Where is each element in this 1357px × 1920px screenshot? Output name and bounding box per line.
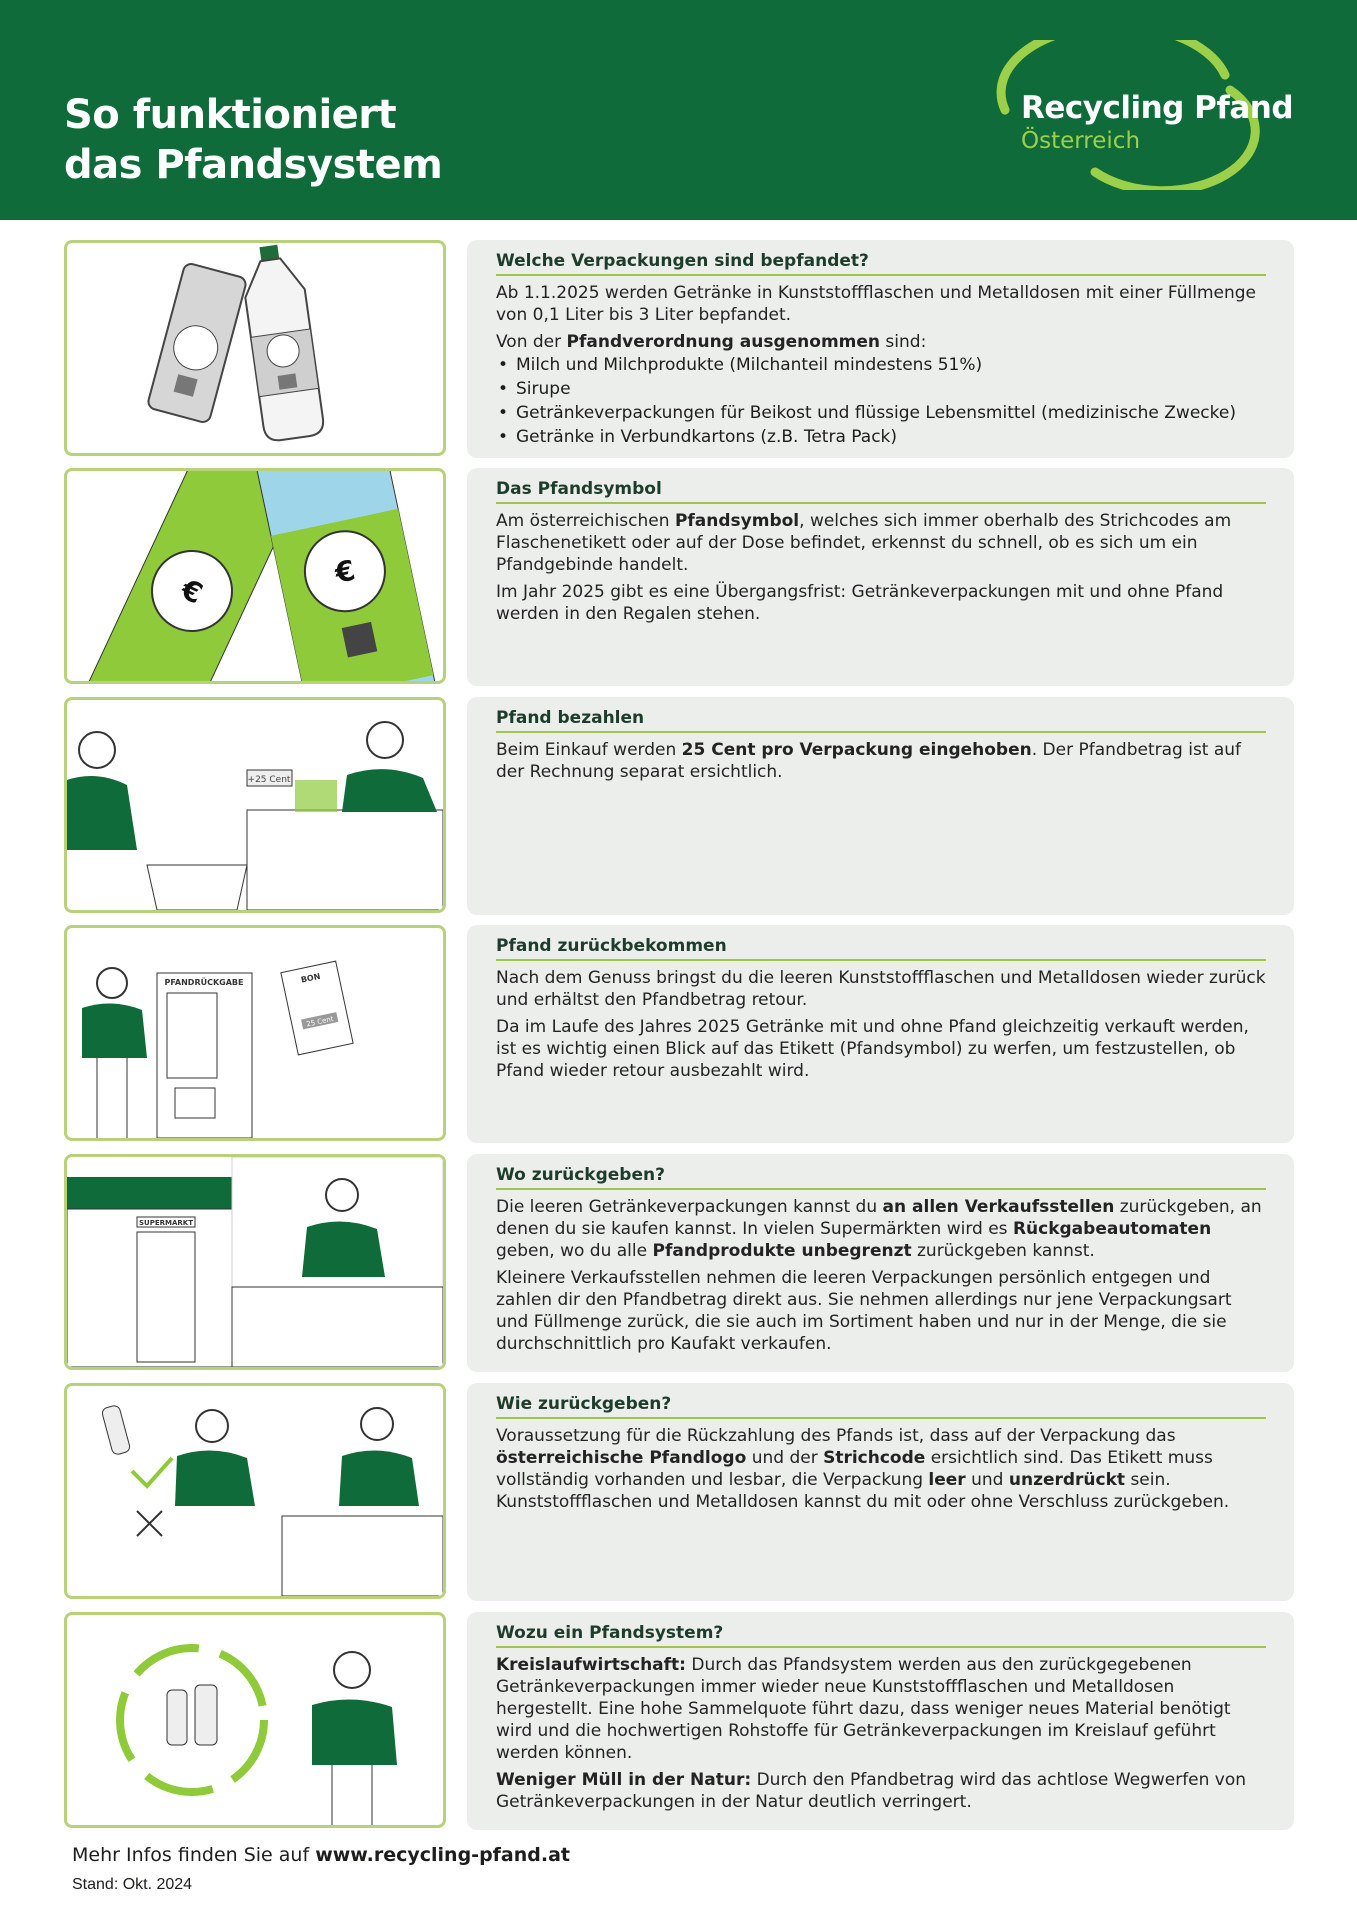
title-line-2: das Pfandsystem [64,142,443,188]
section-how-return [64,1383,1294,1603]
illustration-pfand-symbol-bottles [64,468,446,684]
card-pay-deposit [467,697,1294,915]
text-run: zurückgeben kannst. [911,1241,1095,1261]
illustration-how-return [64,1383,446,1599]
text-run-bold: Kreislaufwirtschaft: [496,1655,686,1675]
card-where-return [467,1154,1294,1372]
paragraph: Im Jahr 2025 gibt es eine Übergangsfrist: Getränkeverpackungen mit und ohne Pfand werden in den Regalen stehen. [496,582,1224,624]
text-run: und der [746,1448,824,1468]
list-item: • Getränkeverpackungen für Beikost und flüssige Lebensmittel (medizinische Zwecke) [496,401,1266,425]
section-pay-deposit [64,697,1294,917]
card-why-deposit [467,1612,1294,1830]
text-run: Die leeren Getränkeverpackungen kannst du [496,1197,883,1217]
paragraph: Ab 1.1.2025 werden Getränke in Kunststoffflaschen und Metalldosen mit einer Füllmenge von 0,1 Liter bis 3 Liter bepfandet. [496,283,1257,325]
list-item: • Getränke in Verbundkartons (z.B. Tetra Pack) [496,425,1266,449]
text-run-bold: Weniger Müll in der Natur: [496,1770,752,1790]
recycling-pfand-logo [985,40,1305,190]
paragraph [496,331,1266,353]
section-where-return [64,1154,1294,1374]
section-title: Das Pfandsymbol [496,478,1266,504]
text-run-bold: österreichische Pfandlogo [496,1448,747,1468]
exceptions-list [496,353,1266,449]
text-run-bold: an allen Verkaufsstellen [882,1197,1115,1217]
text-run-bold: Pfandsymbol [674,511,800,531]
text-run: zurückgeben, an denen du sie kaufen kannst. In vielen Supermärkten wird es [496,1197,1262,1239]
svg-text:€: € [175,572,208,611]
text-run: Beim Einkauf werden [496,740,682,760]
card-get-deposit-back [467,925,1294,1143]
paragraph: Da im Laufe des Jahres 2025 Getränke mit und ohne Pfand gleichzeitig verkauft werden, ist es wichtig einen Blick auf das Etikett (Pfandsymbol) zu werfen, um festzustellen, ob Pfand wieder retour ausbezahlt wird. [496,1017,1249,1081]
logo-text-oesterreich: Österreich [1021,128,1141,154]
illustration-can-and-bottle [64,240,446,456]
text-run: Durch den Pfandbetrag wird das achtlose Wegwerfen von Getränkeverpackungen in der Natur deutlich verringert. [496,1770,1247,1812]
paragraph [496,1196,1266,1262]
illustration-supermarket [64,1154,446,1370]
text-run-bold: Pfandverordnung ausgenommen [566,332,881,352]
shop-sign: SUPERMARKT [138,1219,194,1227]
website-link[interactable]: www.recycling-pfand.at [315,1844,571,1866]
card-how-return [467,1383,1294,1601]
text-run: sind: [880,332,927,352]
text-run: und [965,1470,1009,1490]
header-banner [0,0,1357,220]
svg-text:€: € [332,553,358,590]
text-run: Mehr Infos finden Sie auf [72,1844,316,1866]
title-line-1: So funktioniert [64,92,397,138]
section-title: Pfand zurückbekommen [496,935,1266,961]
price-label: +25 Cent [247,775,291,785]
section-title: Wie zurückgeben? [496,1393,1266,1419]
text-run: geben, wo du alle [496,1241,653,1261]
section-title: Wozu ein Pfandsystem? [496,1622,1266,1648]
text-run: sein. Kunststoffflaschen und Metalldosen kannst du mit oder ohne Verschluss zurückgeben. [496,1470,1230,1512]
text-run: . Der Pfandbetrag ist auf der Rechnung separat ersichtlich. [496,740,1242,782]
text-run-bold: Strichcode [823,1448,926,1468]
footer-stand-date: Stand: Okt. 2024 [72,1876,193,1893]
section-packaging [64,240,1294,460]
paragraph: Kleinere Verkaufsstellen nehmen die leeren Verpackungen persönlich entgegen und zahlen dir den Pfandbetrag direkt aus. Sie nehmen allerdings nur jene Verpackungsart und Füllmenge zurück, die sie auch im Sortiment haben und nur in der Menge, die sie durchschnittlich pro Kaufakt verkaufen. [496,1268,1232,1354]
page-title [64,90,442,190]
machine-label: PFANDRÜCKGABE [164,978,244,987]
list-item: • Sirupe [496,377,1266,401]
text-run-bold: Pfandprodukte unbegrenzt [652,1241,912,1261]
paragraph [496,510,1266,576]
text-run-bold: 25 Cent pro Verpackung eingehoben [681,740,1032,760]
text-run: Am österreichischen [496,511,675,531]
footer-more-info [72,1844,570,1866]
text-run-bold: Rückgabeautomaten [1012,1219,1212,1239]
text-run: ersichtlich sind. Das Etikett muss vollständig vorhanden und lesbar, die Verpackung [496,1448,1213,1490]
section-pfandsymbol [64,468,1294,688]
paragraph [496,739,1266,783]
receipt-label: BON [300,971,322,985]
list-item: • Milch und Milchprodukte (Milchanteil mindestens 51%) [496,353,1266,377]
paragraph [496,1654,1266,1764]
text-run: , welches sich immer oberhalb des Strichcodes am Flaschenetikett oder auf der Dose befindet, erkennst du schnell, ob es sich um ein Pfandgebinde handelt. [496,511,1232,575]
text-run-bold: unzerdrückt [1008,1470,1126,1490]
section-why-deposit [64,1612,1294,1832]
logo-text-recycling-pfand: Recycling Pfand [1021,90,1294,126]
section-get-deposit-back [64,925,1294,1145]
text-run: Von der [496,332,567,352]
paragraph [496,1769,1266,1813]
paragraph: Nach dem Genuss bringst du die leeren Kunststoffflaschen und Metalldosen wieder zurück und erhältst den Pfandbetrag retour. [496,968,1266,1010]
text-run: Voraussetzung für die Rückzahlung des Pfands ist, dass auf der Verpackung das [496,1426,1176,1446]
section-title: Wo zurückgeben? [496,1164,1266,1190]
text-run: Durch das Pfandsystem werden aus den zurückgegebenen Getränkeverpackungen immer wieder neue Kunststoffflaschen und Metalldosen hergestellt. Eine hohe Sammelquote führt dazu, dass weniger neues Material benötigt wird und die hochwertigen Rohstoffe für Getränkeverpackungen im Kreislauf geführt werden können. [496,1655,1231,1763]
section-title: Pfand bezahlen [496,707,1266,733]
illustration-checkout [64,697,446,913]
card-pfandsymbol [467,468,1294,686]
card-packaging [467,240,1294,458]
paragraph [496,1425,1266,1513]
illustration-circular-economy [64,1612,446,1828]
illustration-return-machine [64,925,446,1141]
section-title: Welche Verpackungen sind bepfandet? [496,250,1266,276]
receipt-amount: 25 Cent [305,1014,335,1029]
text-run-bold: leer [928,1470,966,1490]
